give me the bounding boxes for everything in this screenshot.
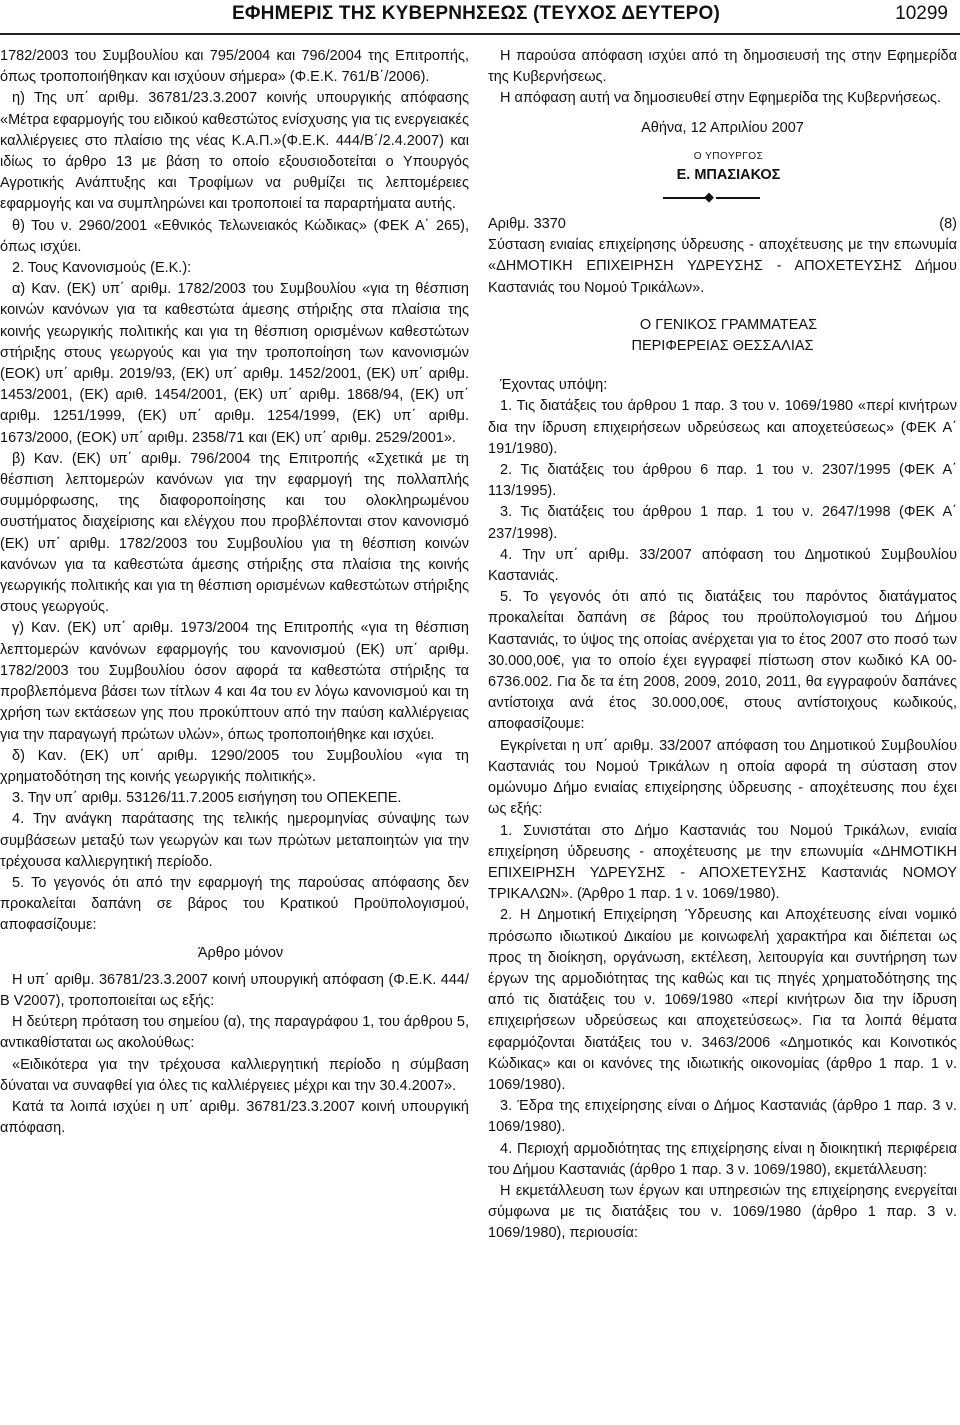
diamond-icon: ◆ bbox=[704, 189, 714, 205]
article-title: Άρθρο μόνον bbox=[197, 944, 284, 961]
paragraph: Κατά τα λοιπά ισχύει η υπ΄ αριθμ. 36781/23.3.2007 κοινή υπουργική απόφαση. bbox=[0, 1098, 469, 1137]
page-number: 10299 bbox=[895, 3, 948, 24]
paragraph: Εγκρίνεται η υπ΄ αριθμ. 33/2007 απόφαση του Δημοτικού Συμβουλίου Καστανιάς του Νομού Τρικάλων η οποία αφορά τη σύσταση στον ομώνυμο Δήμο ενιαίας επιχείρησης ύδρευσης - αποχέτευσης που έχει ως εξής: bbox=[488, 737, 957, 818]
signature-name: Ε. ΜΠΑΣΙΑΚΟΣ bbox=[676, 166, 781, 183]
decision-subject: Σύσταση ενιαίας επιχείρησης ύδρευσης - αποχέτευσης με την επωνυμία «ΔΗΜΟΤΙΚΗ ΕΠΙΧΕΙΡΗΣΗ ΥΔΡΕΥΣΗΣ - ΑΠΟΧΕΤΕΥΣΗΣ Δήμου Καστανιάς του Νομού Τρικάλων». bbox=[488, 237, 957, 296]
paragraph: 4. Την ανάγκη παράτασης της τελικής ημερομηνίας σύναψης των συμβάσεων μεταξύ των γεωργών και των πρώτων μεταποιητών για την τρέχουσα καλλιεργητική περίοδο. bbox=[0, 811, 469, 870]
paragraph: 3. Τις διατάξεις του άρθρου 1 παρ. 1 του ν. 2647/1998 (ΦΕΚ Α΄ 237/1998). bbox=[488, 504, 957, 542]
signature-title: Ο ΥΠΟΥΡΓΟΣ bbox=[693, 150, 764, 162]
paragraph: β) Καν. (ΕΚ) υπ΄ αριθμ. 796/2004 της Επιτροπής «Σχετικά με τη θέσπιση λεπτομερών κανόνων για την εφαρμογή της πολλαπλής συμμόρφωσης, της διαφοροποίησης και του ολοκληρωμένου συστήματος διαχείρισης και ελέγχου που προβλέπονται στον κανονισμό (ΕΚ) υπ΄ αριθμ. 1782/2003 του Συμβουλίου για τη θέσπιση κοινών κανόνων για τα καθεστώτα άμεσης στήριξης στα πλαίσια της κοινής γεωργικής πολιτικής και για τη θέσπιση ορισμένων καθεστώτων στήριξης στους γεωργούς. bbox=[0, 450, 469, 616]
paragraph: α) Καν. (ΕΚ) υπ΄ αριθμ. 1782/2003 του Συμβουλίου «για τη θέσπιση κοινών κανόνων για τα καθεστώτα άμεσης στήριξης στα πλαίσια της κοινής γεωργικής πολιτικής και για τη θέσπιση ορισμένων καθεστώτων στήριξης στους γεωργούς και για την τροποποίηση των κανονισμών (ΕΟΚ) υπ΄ αριθμ. 2019/93, (ΕΚ) υπ΄ αριθμ. 1452/2001, (ΕΚ) υπ΄ αριθμ. 1453/2001, (ΕΚ) αριθ. 1454/2001, (ΕΚ) υπ΄ αριθμ. 1868/94, (ΕΚ) υπ΄ αριθμ. 1251/1999, (ΕΚ) υπ΄ αριθμ. 1254/1999, (ΕΚ) υπ΄ αριθμ. 1673/2000, (ΕΟΚ) υπ΄ αριθμ. 2358/71 και (ΕΚ) υπ΄ αριθμ. 2529/2001». bbox=[0, 281, 469, 446]
paragraph: 1. Συνιστάται στο Δήμο Καστανιάς του Νομού Τρικάλων, ενιαία επιχείρηση ύδρευσης - αποχέτευσης με την επωνυμία «ΔΗΜΟΤΙΚΗ ΕΠΙΧΕΙΡΗΣΗ ΥΔΡΕΥΣΗΣ - ΑΠΟΧΕΤΕΥΣΗΣ Καστανιάς ΝΟΜΟΥ ΤΡΙΚΑΛΩΝ». (Άρθρο 1 παρ. 1 ν. 1069/1980). bbox=[488, 822, 957, 903]
paragraph: 3. Την υπ΄ αριθμ. 53126/11.7.2005 εισήγηση του ΟΠΕΚΕΠΕ. bbox=[12, 790, 402, 807]
header-rule bbox=[0, 33, 960, 35]
page-header bbox=[0, 0, 960, 40]
paragraph: 2. Τους Κανονισμούς (Ε.Κ.): bbox=[12, 260, 192, 277]
authority-line: Ο ΓΕΝΙΚΟΣ ΓΡΑΜΜΑΤΕΑΣ bbox=[639, 316, 818, 333]
paragraph: 4. Περιοχή αρμοδιότητας της επιχείρησης είναι η διοικητική περιφέρεια του Δήμου Καστανιάς (άρθρο 1 παρ. 3 ν. 1069/1980), εκμετάλλευση: bbox=[488, 1140, 957, 1178]
authority-line: ΠΕΡΙΦΕΡΕΙΑΣ ΘΕΣΣΑΛΙΑΣ bbox=[631, 338, 814, 355]
paragraph: γ) Καν. (ΕΚ) υπ΄ αριθμ. 1973/2004 της Επιτροπής «για τη θέσπιση λεπτομερών κανόνων εφαρμογής του κανονισμού (ΕΚ) υπ΄ αριθμ. 1782/2003 του Συμβουλίου όσον αφορά τα καθεστώτα στήριξης τα προβλεπόμενα βάσει των τίτλων 4 και 4α του εν λόγω κανονισμού και τη χρήση των εκτάσεων γης που προκύπτουν από την παύση καλλιέργειας για την παραγωγή πρώτων υλών», όπως τροποποιήθηκε και ισχύει. bbox=[0, 620, 469, 743]
paragraph: Η δεύτερη πρόταση του σημείου (α), της παραγράφου 1, του άρθρου 5, αντικαθίσταται ως ακολούθως: bbox=[0, 1014, 469, 1052]
paragraph: η) Της υπ΄ αριθμ. 36781/23.3.2007 κοινής υπουργικής απόφασης «Μέτρα εφαρμογής του ειδικού καθεστώτος ενίσχυσης για τις ενεργειακές καλλιέργειες στο πλαίσιο της νέας Κ.Α.Π.»(Φ.Ε.Κ. 444/Β΄/2.4.2007) και ιδίως το άρθρο 13 με βάση το οποίο εξουσιοδοτείται ο Υπουργός Αγροτικής Ανάπτυξης και Τροφίμων να ρυθμίζει τις λεπτομέρειες εφαρμογής και να συμπληρώνει και τροποποιεί τα παραρτήματα αυτής. bbox=[0, 90, 469, 213]
paragraph: Η απόφαση αυτή να δημοσιευθεί στην Εφημερίδα της Κυβερνήσεως. bbox=[500, 90, 941, 107]
decision-header bbox=[488, 214, 957, 235]
decision-number: Αριθμ. 3370 bbox=[488, 216, 566, 233]
paragraph: θ) Του ν. 2960/2001 «Εθνικός Τελωνειακός Κώδικας» (ΦΕΚ Α΄ 265), όπως ισχύει. bbox=[0, 217, 469, 255]
section-separator bbox=[488, 190, 957, 206]
paragraph: 4. Την υπ΄ αριθμ. 33/2007 απόφαση του Δημοτικού Συμβουλίου Καστανιάς. bbox=[488, 546, 957, 585]
paragraph: δ) Καν. (ΕΚ) υπ΄ αριθμ. 1290/2005 του Συμβουλίου «για τη χρηματοδότηση της κοινής γεωργικής πολιτικής». bbox=[0, 747, 469, 785]
paragraph: Η υπ΄ αριθμ. 36781/23.3.2007 κοινή υπουργική απόφαση (Φ.Ε.Κ. 444/Β V2007), τροποποιείται ως εξής: bbox=[0, 971, 469, 1009]
paragraph: 1782/2003 του Συμβουλίου και 795/2004 και 796/2004 της Επιτροπής, όπως τροποποιήθηκαν και ισχύουν σήμερα» (Φ.Ε.Κ. 761/Β΄/2006). bbox=[0, 48, 469, 86]
paragraph: 1. Τις διατάξεις του άρθρου 1 παρ. 3 του ν. 1069/1980 «περί κινήτρων δια την ίδρυση επιχειρήσεων υδρεύσεως και αποχετεύσεως» (ΦΕΚ Α΄ 191/1980). bbox=[488, 398, 957, 457]
gazette-title: ΕΦΗΜΕΡΙΣ ΤΗΣ ΚΥΒΕΡΝΗΣΕΩΣ (ΤΕΥΧΟΣ ΔΕΥΤΕΡΟ) bbox=[232, 3, 720, 24]
decision-tag: (8) bbox=[939, 216, 957, 233]
right-column bbox=[488, 46, 957, 1245]
paragraph: 5. Το γεγονός ότι από την εφαρμογή της παρούσας απόφασης δεν προκαλείται δαπάνη σε βάρος του Κρατικού Προϋπολογισμού, αποφασίζουμε: bbox=[0, 874, 469, 934]
date-line: Αθήνα, 12 Απριλίου 2007 bbox=[641, 119, 804, 136]
paragraph: Η εκμετάλλευση των έργων και υπηρεσιών της επιχείρησης ενεργείται σύμφωνα με τις διατάξεις του ν. 1069/1980 (άρθρο 1 παρ. 3 ν. 1069/1980), περιουσία: bbox=[488, 1182, 957, 1242]
paragraph: 3. Έδρα της επιχείρησης είναι ο Δήμος Καστανιάς (άρθρο 1 παρ. 3 ν. 1069/1980). bbox=[488, 1098, 957, 1136]
paragraph: 2. Η Δημοτική Επιχείρηση Ύδρευσης και Αποχέτευσης είναι νομικό πρόσωπο ιδιωτικού Δικαίου με κοινωφελή χαρακτήρα και διέπεται ως προς τη διοίκηση, οργάνωση, εκτέλεση, λειτουργία και συντήρηση των έργων της αρμοδιότητας της καθώς και τις πηγές χρηματοδότησης της από τις διατάξεις του ν. 1069/1980 «περί κινήτρων δια την ίδρυση επιχειρήσεων υδρεύσεως και αποχετεύσεως». Για τα λοιπά θέματα εφαρμόζονται διατάξεις του ν. 3463/2006 «Δημοτικός και Κοινοτικός Κώδικας» και οι κανόνες της ιδιωτικής οικονομίας (άρθρο 1 παρ. 1 ν. 1069/1980). bbox=[488, 907, 957, 1093]
paragraph: 5. Το γεγονός ότι από τις διατάξεις του παρόντος διατάγματος προκαλείται δαπάνη σε βάρος του προϋπολογισμού του Δήμου Καστανιάς, το ύψος της οποίας ανέρχεται για το έτος 2007 στο ποσό των 30.000,00€, για το οποίο έχει εγγραφεί πίστωση στον κωδικό ΚΑ 00-6736.002. Για δε τα έτη 2008, 2009, 2010, 2011, θα εγγραφούν δαπάνες αντίστοιχα ανά έτος 30.000,00€, στους αντίστοιχους κωδικούς, αποφασίζουμε: bbox=[488, 589, 957, 733]
separator-line-left bbox=[663, 197, 707, 199]
paragraph: «Ειδικότερα για την τρέχουσα καλλιεργητική περίοδο η σύμβαση δύναται να συναφθεί για όλες τις καλλιέργειες μέχρι και την 30.4.2007». bbox=[0, 1056, 469, 1094]
having-regard: Έχοντας υπόψη: bbox=[500, 377, 608, 394]
left-column bbox=[0, 46, 469, 1139]
paragraph: 2. Τις διατάξεις του άρθρου 6 παρ. 1 του ν. 2307/1995 (ΦΕΚ Α΄ 113/1995). bbox=[488, 462, 957, 500]
paragraph: Η παρούσα απόφαση ισχύει από τη δημοσιευσή της στην Εφημερίδα της Κυβερνήσεως. bbox=[488, 48, 957, 86]
separator-line-right bbox=[716, 197, 760, 199]
